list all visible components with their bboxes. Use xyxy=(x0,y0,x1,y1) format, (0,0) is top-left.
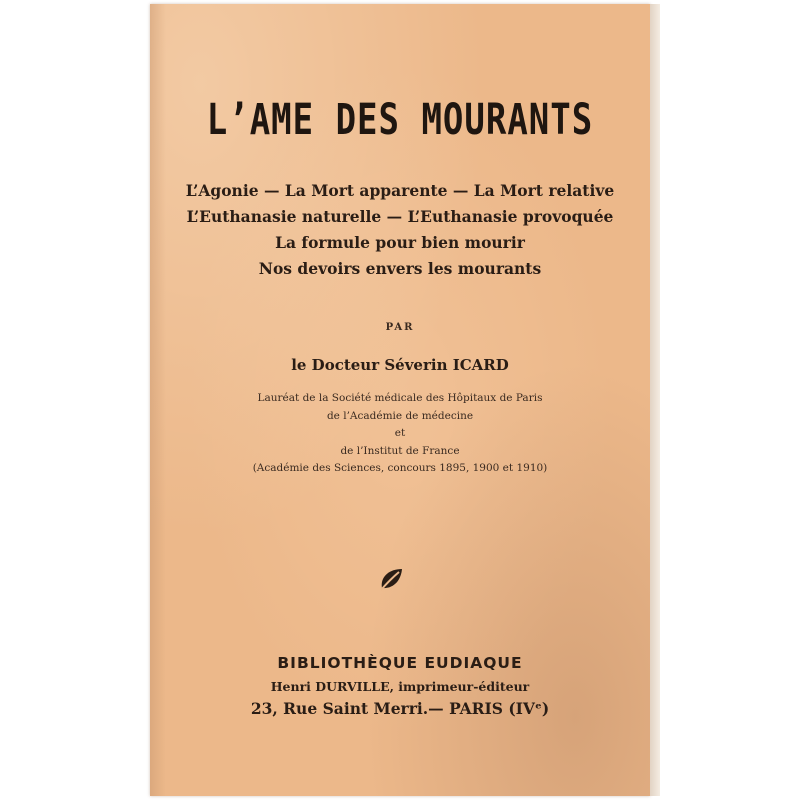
credential-line: (Académie des Sciences, concours 1895, 1900 et 1910) xyxy=(252,462,548,474)
credential-line: Lauréat de la Société médicale des Hôpitaux de Paris xyxy=(257,392,543,404)
author-credentials xyxy=(150,390,650,478)
publisher-printer: Henri DURVILLE, imprimeur-éditeur xyxy=(270,679,530,694)
credential-line: de l’Académie de médecine xyxy=(326,409,474,422)
subtitle-line: L’Agonie — La Mort apparente — La Mort relative xyxy=(185,181,615,200)
publisher-address: 23, Rue Saint Merri.— PARIS (IVᵉ) xyxy=(250,699,550,718)
subtitle-line: Nos devoirs envers les mourants xyxy=(258,259,542,278)
author-name: le Docteur Séverin ICARD xyxy=(291,356,509,374)
book-title: L’AME DES MOURANTS xyxy=(206,95,594,145)
publisher-name: BIBLIOTHÈQUE EUDIAQUE xyxy=(277,654,523,672)
credential-line: et xyxy=(394,427,406,439)
book-cover xyxy=(150,4,650,796)
by-label: PAR xyxy=(385,322,415,333)
subtitle-block xyxy=(150,178,650,282)
leaf-ornament-icon xyxy=(376,564,406,594)
credential-line: de l’Institut de France xyxy=(340,444,460,457)
subtitle-line: L’Euthanasie naturelle — L’Euthanasie provoquée xyxy=(186,207,614,226)
subtitle-line: La formule pour bien mourir xyxy=(275,233,525,252)
